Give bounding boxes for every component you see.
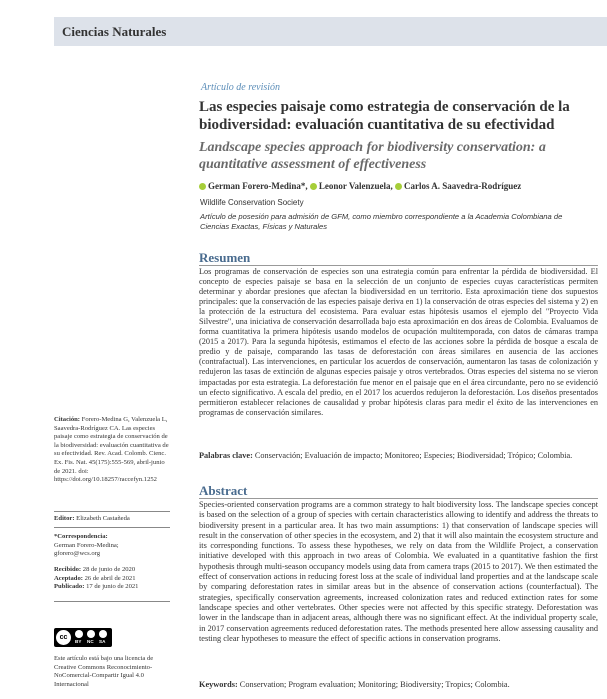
abstract-text: Species-oriented conservation programs are a common strategy to halt biodiversity loss. The landscape species concept is based on the selection of a group of species with certain characteristics allowing to identify and address the threats to biodiversity present in a particular area. It has two main assumptions: 1) that conservation of landscape species will result in the conservation of other species in the ecosystem, and 2) that it will also maintain the ecosystem structure and its corresponding functions. To assess these hypotheses, we rely on data from the Wildlife Project, a conservation initiative developed with this approach in two areas of Colombia. We evaluated in a quantitative fashion the first hypothesis through multi-season occupancy models using data from camera traps (2015 to 2017). We then estimated the effect of conservation actions in reducing forest loss at the scale of individual land properties and at the landscape scale by comparing deforestation rates in similar areas but in the absence of conservation actions (counterfactual). The strategies, specifically conservation agreements, increased colonization rates and reduced extinction rates for some landscape species and other vertebrates. Other species were not affected by this specific strategy. Deforestation was lower in the landscape than in adjacent areas, although there was no significant effect. At the individual property scale, in 2017 conservation agreements reduced deforestation rates. The methods presented here allow assessing causality and testing clear hypotheses to measure the effect of specific actions in conservation programs. xyxy=(199,500,598,643)
admission-note: Artículo de posesión para admisión de GFM, como miembro correspondiente a la Academia Colombiana de Ciencias Exactas, Físicas y Naturales xyxy=(200,212,563,231)
article-type: Artículo de revisión xyxy=(201,82,281,93)
correspondence-block xyxy=(54,533,170,559)
received-label: Recibido: xyxy=(54,566,82,573)
resumen-text: Los programas de conservación de especies son una estrategia común para enfrentar la pérdida de biodiversidad. El concepto de especies paisaje se basa en la selección de un conjunto de especies cuyas características permiten determinar y abordar presiones que afectan la biodiversidad en un territorio. Esta aproximación tiene dos supuestos principales: que la conservación de las especies paisaje deriva en 1) la conservación de otras especies del sistema y 2) en la protección de la estructura del ecosistema. Para evaluar estas hipótesis usamos el ejemplo del "Proyecto Vida Silvestre", una iniciativa de conservación desarrollada bajo esta aproximación en dos áreas de Colombia. Evaluamos de forma cuantitativa la primera hipótesis usando modelos de ocupación multitemporada, con datos de cámaras trampa (2015 a 2017). Para la segunda hipótesis, estimamos el efecto de las acciones sobre la pérdida de bosque a escala de predio y de paisaje, comparando las tasas de deforestación con áreas similares en ausencia de las acciones (contrafactual). Las intervenciones, en particular los acuerdos de conservación, aumentaron las tasas de colonización y redujeron las tasas de extinción de algunas especies paisaje y otros vertebrados. Otras especies del sistema no se vieron impactadas por esta estrategia. La deforestación fue menor en el paisaje que en el área circundante, pero no se evidenció un efecto significativo. A escala del predio, en el 2017 los acuerdos redujeron la deforestación. Los diseños presentados permitieron establecer relaciones de causalidad y probar hipótesis claras para medir el éxito de las intervenciones en programas de conservación similares. xyxy=(199,267,598,417)
orcid-icon[interactable] xyxy=(199,183,206,190)
keywords-es-label: Palabras clave: xyxy=(199,451,253,460)
citation-text[interactable]: Forero-Medina G, Valenzuela L, Saavedra-Rodríguez CA. Las especies paisaje como estrategia de conservación de la biodiversidad: evaluación cuantitativa de su efectividad. Rev. Acad. Colomb. Cienc. Ex. Fis. Nat. 45(175):555-569, abril-junio de 2021. doi: https://doi.org/10.18257/raccefyn.1252 xyxy=(54,416,169,484)
published-label: Publicado: xyxy=(54,583,85,591)
citation-block xyxy=(54,416,170,485)
accepted-label: Aceptado: xyxy=(54,574,83,582)
editor-block xyxy=(54,515,170,524)
editor-name: Elizabeth Castañeda xyxy=(76,515,130,522)
by-icon xyxy=(75,630,83,638)
abstract-heading: Abstract xyxy=(199,483,248,498)
cc-sa-label: SA xyxy=(99,639,106,644)
keywords-es-values: Conservación; Evaluación de impacto; Monitoreo; Especies; Biodiversidad; Trópico; Colombia. xyxy=(254,451,573,460)
affiliation: Wildlife Conservation Society xyxy=(200,198,304,207)
sidebar-divider xyxy=(54,601,170,602)
license-text: Este artículo está bajo una licencia de Creative Commons Reconocimiento-NoComercial-Compartir Igual 4.0 Internacional xyxy=(54,655,154,688)
author-list xyxy=(199,181,599,191)
sa-icon xyxy=(99,630,107,638)
author-2[interactable]: Leonor Valenzuela, xyxy=(318,181,393,191)
correspondence-email[interactable]: gforero@wcs.org xyxy=(54,550,101,558)
keywords-en-values: Conservation; Program evaluation; Monitoring; Biodiversity; Tropics; Colombia. xyxy=(239,680,510,689)
orcid-icon[interactable] xyxy=(395,183,402,190)
nc-icon xyxy=(87,630,95,638)
dates-block xyxy=(54,566,170,592)
orcid-icon[interactable] xyxy=(310,183,317,190)
correspondence-name: German Forero-Medina; xyxy=(54,541,119,549)
abstract-divider xyxy=(199,498,598,499)
author-3[interactable]: Carlos A. Saavedra-Rodríguez xyxy=(404,181,522,191)
title-english: Landscape species approach for biodiversity conservation: a quantitative assessment of effectiveness xyxy=(199,140,546,172)
resumen-divider xyxy=(199,265,598,266)
cc-license-badge[interactable] xyxy=(54,628,112,647)
sidebar-divider xyxy=(54,511,170,512)
correspondence-label: *Correspondencia: xyxy=(54,533,108,540)
cc-nc-label: NC xyxy=(87,639,94,644)
published-date: 17 de junio de 2021 xyxy=(86,583,139,591)
resumen-heading: Resumen xyxy=(199,250,251,265)
title-spanish: Las especies paisaje como estrategia de conservación de la biodiversidad: evaluación cuantitativa de su efectividad xyxy=(199,99,570,133)
author-1[interactable]: German Forero-Medina*, xyxy=(208,181,308,191)
page-top-strip xyxy=(0,0,607,8)
citation-label: Citación: xyxy=(54,416,81,423)
keywords-es xyxy=(199,451,598,462)
editor-label: Editor: xyxy=(54,515,75,522)
cc-by-label: BY xyxy=(75,639,82,644)
section-title: Ciencias Naturales xyxy=(62,24,167,39)
cc-icon: cc xyxy=(56,630,71,645)
keywords-en xyxy=(199,680,598,689)
keywords-en-label: Keywords: xyxy=(199,680,238,689)
sidebar-divider xyxy=(54,527,170,528)
received-date: 28 de junio de 2020 xyxy=(82,566,136,573)
accepted-date: 26 de abril de 2021 xyxy=(84,574,136,582)
